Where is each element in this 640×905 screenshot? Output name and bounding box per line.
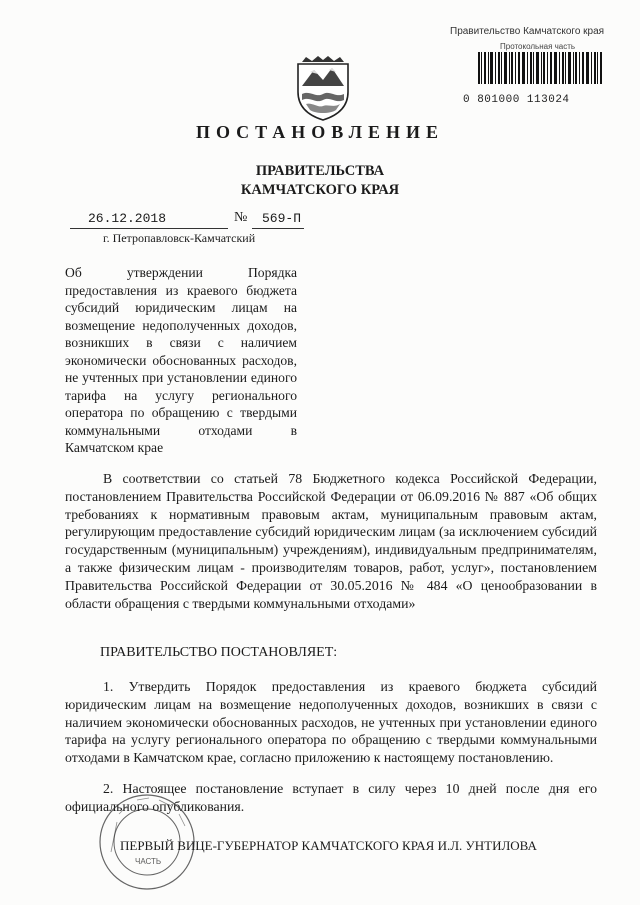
item-2-paragraph: 2. Настоящее постановление вступает в силу через 10 дней после дня его официального опубликования.: [65, 781, 597, 814]
signature-block: ПЕРВЫЙ ВИЦЕ-ГУБЕРНАТОР КАМЧАТСКОГО КРАЯ И.Л. УНТИЛОВА: [120, 838, 537, 853]
city: г. Петропавловск-Камчатский: [103, 231, 256, 245]
date-underline: [70, 228, 228, 229]
item-1-paragraph: 1. Утвердить Порядок предоставления из краевого бюджета субсидий юридическим лицам на возмещение недополученных доходов, возникших в связи с наличием экономически обоснованных расходов, не учтенных при установлении единого тарифа на услугу регионального оператора по обращению с твердыми коммунальными отходами в Камчатском крае, согласно приложению к настоящему постановлению.: [65, 679, 597, 766]
number-sign: №: [234, 210, 248, 225]
barcode-image: [478, 52, 602, 84]
issuer-line-2: КАМЧАТСКОГО КРАЯ: [240, 182, 400, 198]
preamble-paragraph: В соответствии со статьей 78 Бюджетного кодекса Российской Федерации, постановлением Правительства Российской Федерации от 06.09.2016 № 887 «Об общих требованиях к нормативным правовым актам, муниципальным правовым актам, регулирующим предоставление субсидий юридическим лицам (за исключением субсидий государственным (муниципальным) учреждениям), индивидуальным предпринимателям, а также физическим лицам - производителям товаров, работ, услуг», постановлением Правительства Российской Федерации от 30.05.2016 № 484 «О ценообразовании в области обращения с твердыми коммунальными отходами»: [65, 471, 597, 611]
svg-text:ЧАСТЬ: ЧАСТЬ: [135, 857, 162, 866]
barcode-number: 0 801000 113024: [463, 94, 570, 106]
resolution-heading: ПРАВИТЕЛЬСТВО ПОСТАНОВЛЯЕТ:: [100, 645, 338, 660]
document-type-title: ПОСТАНОВЛЕНИЕ: [195, 122, 445, 142]
document-number: 569-П: [262, 211, 302, 226]
issuer-line-1: ПРАВИТЕЛЬСТВА: [255, 163, 385, 179]
coat-of-arms-icon: [292, 56, 354, 122]
document-date: 26.12.2018: [88, 211, 167, 226]
registry-subtitle: Протокольная часть: [500, 42, 576, 51]
registry-title: Правительство Камчатского края: [450, 26, 605, 37]
number-underline: [252, 228, 304, 229]
document-subject: Об утверждении Порядка предоставления из краевого бюджета субсидий юридическим лицам на возмещение недополученных доходов, возникших в связи с наличием экономически обоснованных расходов, не учтенных при установлении единого тарифа на услугу регионального оператора по обращению с твердыми коммунальными отходами в Камчатском крае: [65, 265, 297, 455]
